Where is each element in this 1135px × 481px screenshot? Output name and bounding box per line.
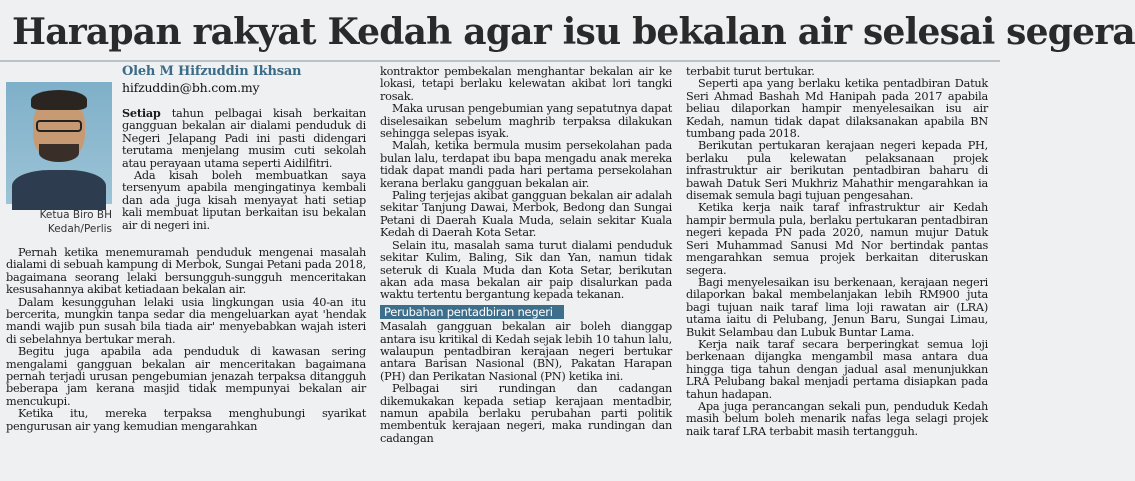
article-column-3 (686, 66, 988, 480)
paragraph: Maka urusan pengebumian yang sepatutnya dapat diselesaikan sebelum maghrib terpaksa dilakukan sehingga selepas isyak. (380, 102, 672, 141)
lead-word: Setiap (122, 106, 161, 120)
caption-line: Ketua Biro BH (39, 209, 112, 221)
photo-caption (8, 208, 112, 236)
article-column-1-bottom (6, 247, 366, 479)
paragraph: Ketika kerja naik taraf infrastruktur air Kedah hampir bermula pula, berlaku pertukaran pentadbiran negeri kepada PN pada 2020, namun mujur Datuk Seri Muhammad Sanusi Md Nor bertindak pantas mengarahkan semua projek berkaitan diteruskan segera. (686, 201, 988, 277)
byline-email: hifzuddin@bh.com.my (122, 80, 260, 95)
paragraph: Paling terjejas akibat gangguan bekalan air adalah sekitar Tanjung Dawai, Merbok, Bedong dan Sungai Petani di Daerah Kuala Muda, selain sekitar Kuala Kedah di Daerah Kota Setar. (380, 189, 672, 240)
paragraph: Selain itu, masalah sama turut dialami penduduk sekitar Kulim, Baling, Sik dan Yan, namun tidak seteruk di Kuala Muda dan Kota Setar, berikutan akan ada masa bekalan air paip disalurkan pada waktu tertentu bergantung kepada tekanan. (380, 238, 672, 302)
paragraph: Apa juga perancangan sekali pun, penduduk Kedah masih belum boleh menarik nafas lega selagi projek naik taraf LRA terbabit masih tertangguh. (686, 399, 988, 438)
paragraph: Pelbagai siri rundingan dan cadangan dikemukakan kepada setiap kerajaan mentadbir, namun apabila berlaku perubahan parti politik membentuk kerajaan negeri, maka rundingan dan cadangan (380, 382, 672, 445)
paragraph: Pernah ketika menemuramah penduduk mengenai masalah dialami di sebuah kampung di Merbok, Sungai Petani pada 2018, bagaimana seorang lelaki bersungguh-sungguh menceritakan kesusahannya akibat ketiadaan bekalan air. (6, 246, 366, 297)
paragraph-text: tahun pelbagai kisah berkaitan gangguan bekalan air dialami penduduk di Negeri Jelapang Padi ini pasti didengari terutama menjelang musim cuti sekolah atau perayaan utama seperti Aidilfitri. (122, 107, 366, 170)
paragraph: Berikutan pertukaran kerajaan negeri kepada PH, berlaku pula kelewatan pelaksanaan projek infrastruktur air berikutan pentadbiran baharu di bawah Datuk Seri Mukhriz Mahathir mengarahkan ia disemak semula bagi tujuan pengesahan. (686, 139, 988, 203)
paragraph (122, 107, 366, 170)
paragraph: Ketika itu, mereka terpaksa menghubungi syarikat pengurusan air yang kemudian mengarahkan (6, 407, 366, 433)
paragraph: Bagi menyelesaikan isu berkenaan, kerajaan negeri dilaporkan bakal membelanjakan lebih RM900 juta bagi tujuan naik taraf lima loji rawatan air (LRA) utama iaitu di Pelubang, Jenun Baru, Sungai Limau, Bukit Selambau dan Lubuk Buntar Lama. (686, 275, 988, 339)
headline-divider (0, 60, 1000, 62)
paragraph: Ada kisah boleh membuatkan saya tersenyum apabila mengingatinya kembali dan ada juga kisah menyayat hati setiap kali membuat liputan berkaitan isu bekalan air di negeri ini. (122, 169, 366, 232)
section-subheading: Perubahan pentadbiran negeri (380, 305, 564, 319)
paragraph: terbabit turut bertukar. (686, 65, 815, 78)
paragraph: Malah, ketika bermula musim persekolahan pada bulan lalu, terdapat ibu bapa mengadu anak mereka tidak dapat mandi pada hari pertama persekolahan kerana berlaku gangguan bekalan air. (380, 139, 672, 190)
headline: Harapan rakyat Kedah agar isu bekalan air selesai segera (12, 11, 1135, 53)
author-photo (6, 82, 112, 204)
paragraph: Begitu juga apabila ada penduduk di kawasan sering mengalami gangguan bekalan air menceritakan bagaimana pernah terjadi urusan pengebumian jenazah terpaksa ditangguh beberapa jam kerana masjid tidak mempunyai bekalan air mencukupi. (6, 345, 366, 408)
byline-author: Oleh M Hifzuddin Ikhsan (122, 64, 302, 79)
paragraph: kontraktor pembekalan menghantar bekalan air ke lokasi, tetapi berlaku kelewatan akibat lori tangki rosak. (380, 65, 672, 103)
caption-line: Kedah/Perlis (47, 223, 112, 235)
article-column-1-top (122, 107, 366, 247)
article-column-2 (380, 66, 672, 480)
paragraph: Masalah gangguan bekalan air boleh dianggap antara isu kritikal di Kedah sejak lebih 10 tahun lalu, walaupun pentadbiran kerajaan negeri bertukar antara Barisan Nasional (BN), Pakatan Harapan (PH) dan Perikatan Nasional (PN) ketika ini. (380, 320, 672, 383)
paragraph: Kerja naik taraf secara berperingkat semua loji berkenaan dijangka mengambil masa antara dua hingga tiga tahun dengan jadual asal menunjukkan LRA Pelubang bakal menjadi pertama disiapkan pada tahun hadapan. (686, 337, 988, 401)
paragraph: Seperti apa yang berlaku ketika pentadbiran Datuk Seri Ahmad Bashah Md Hanipah pada 2017 apabila beliau dilaporkan hampir menyelesaikan isu air Kedah, namun tidak dapat dilaksanakan apabila BN tumbang pada 2018. (686, 77, 988, 141)
paragraph: Dalam kesungguhan lelaki usia lingkungan usia 40-an itu bercerita, mungkin tanpa sedar dia mengeluarkan ayat 'hendak mandi wajib pun susah bila tiada air' menyebabkan wajah isteri di sebelahnya bertukar merah. (6, 295, 366, 346)
